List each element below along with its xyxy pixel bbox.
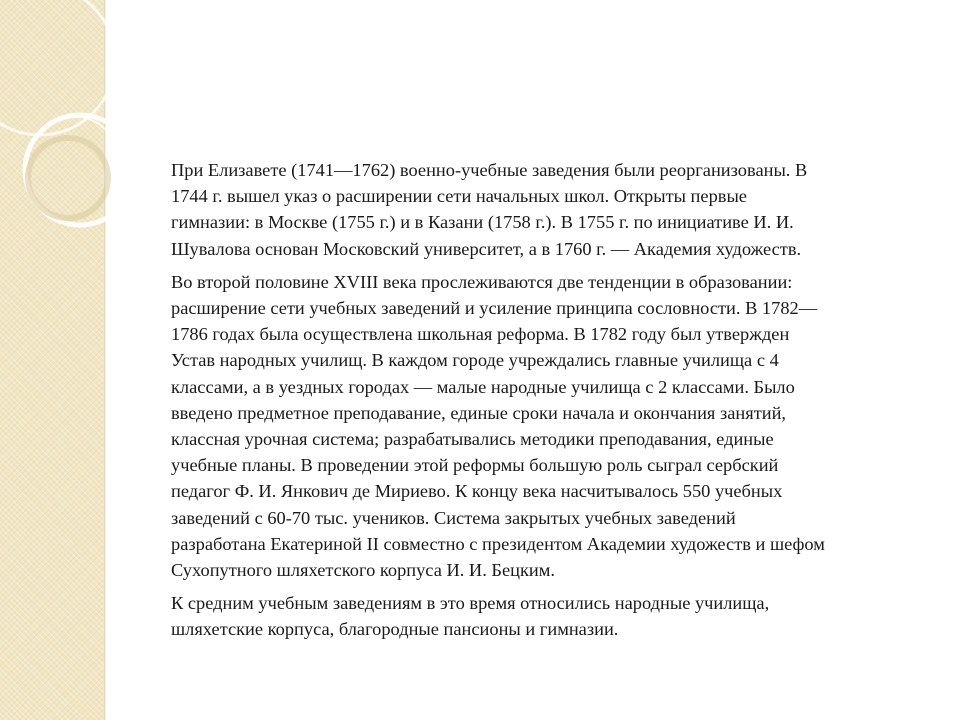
paragraph-secondary-institutions: К средним учебным заведениям в это время относились народные училища, шляхетские корпуса, благородные пансионы и гимназии. (171, 593, 770, 640)
slide-text-body (171, 157, 931, 650)
inner-ring (28, 138, 108, 218)
paragraph-second-half-18th-century: Во второй половине XVIII века прослеживаются две тенденции в образовании: расширение сети учебных заведений и усиление принципа сословности. В 1782— 1786 годах была осуществлена школьная реформа. В 1782 году был утвержден Устав народных училищ. В каждом городе учреждались главные училища с 4 классами, а в уездных городах — малые народные училища с 2 классами. Было введено предметное преподавание, единые сроки начала и окончания занятий, классная урочная система; разрабатывались методики преподавания, единые учебные планы. В проведении этой реформы большую роль сыграл сербский педагог Ф. И. Янкович де Мириево. К концу века насчитывалось 550 учебных заведений с 60-70 тыс. учеников. Система закрытых учебных заведений разработана Екатериной II совместно с президентом Академии художеств и шефом Сухопутного шляхетского корпуса И. И. Бецким. (171, 271, 825, 581)
paragraph-elizabeth-era: При Елизавете (1741—1762) военно-учебные заведения были реорганизованы. В 1744 г. вышел указ о расширении сети начальных школ. Открыты первые гимназии: в Москве (1755 г.) и в Казани (1758 г.). В 1755 г. по инициативе И. И. Шувалова основан Московский университет, а в 1760 г. — Академия художеств. (171, 160, 808, 259)
large-ring (0, 0, 115, 135)
decorative-rings (0, 0, 200, 300)
